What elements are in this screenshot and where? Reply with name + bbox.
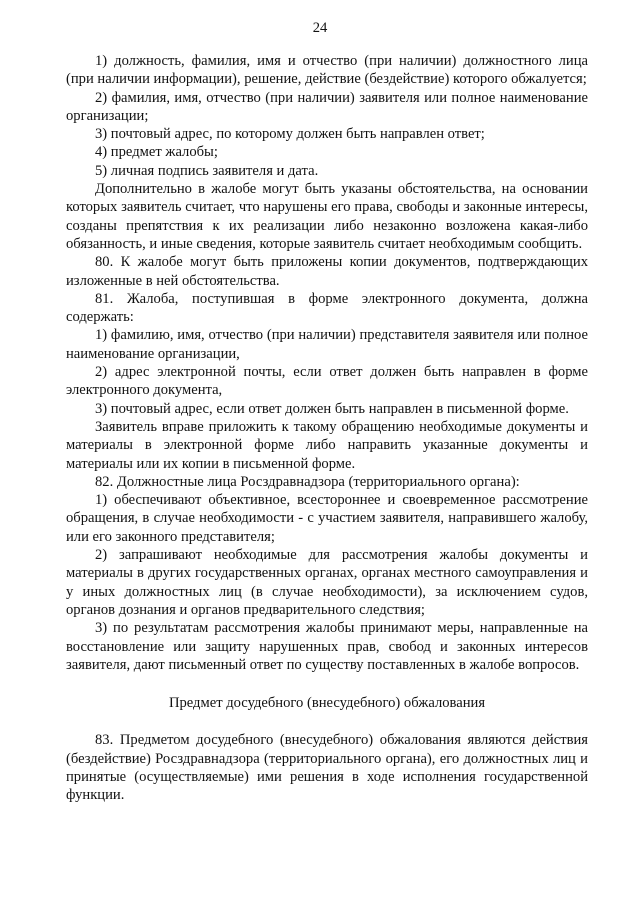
paragraph: Дополнительно в жалобе могут быть указаны обстоятельства, на основании которых заявитель считает, что нарушены его права, свободы и законные интересы, созданы препятствия к их реализации либо незаконно возложена какая-либо обязанность, и иные сведения, которые заявитель считает необходимым сообщить. <box>66 181 588 252</box>
section-heading: Предмет досудебного (внесудебного) обжалования <box>168 695 486 712</box>
page-number: 24 <box>312 20 328 36</box>
paragraph: 2) запрашивают необходимые для рассмотрения жалобы документы и материалы в других государственных органах, органах местного самоуправления и у иных должностных лиц (в случае необходимости), за исключением судов, органов дознания и органов предварительного следствия; <box>66 547 588 618</box>
paragraph: 1) обеспечивают объективное, всестороннее и своевременное рассмотрение обращения, в случае необходимости - с участием заявителя, направившего жалобу, или его законного представителя; <box>66 492 588 545</box>
paragraph: 2) фамилия, имя, отчество (при наличии) заявителя или полное наименование организации; <box>66 89 588 124</box>
paragraph: 1) фамилию, имя, отчество (при наличии) представителя заявителя или полное наименование организации, <box>66 327 588 362</box>
paragraph: 4) предмет жалобы; <box>95 144 218 161</box>
paragraph: 1) должность, фамилия, имя и отчество (при наличии) должностного лица (при наличии информации), решение, действие (бездействие) которого обжалуется; <box>66 53 588 88</box>
paragraph: 81. Жалоба, поступившая в форме электронного документа, должна содержать: <box>66 290 588 326</box>
paragraph: 2) адрес электронной почты, если ответ должен быть направлен в форме электронного документа, <box>66 364 588 399</box>
paragraph: 3) почтовый адрес, по которому должен быть направлен ответ; <box>95 126 485 143</box>
paragraph: 3) по результатам рассмотрения жалобы принимают меры, направленные на восстановление или защиту нарушенных прав, свобод и законных интересов заявителя, дают письменный ответ по существу поставленных в жалобе вопросов. <box>66 620 588 673</box>
paragraph: Заявитель вправе приложить к такому обращению необходимые документы и материалы в электронной форме либо направить указанные документы и материалы или их копии в письменной форме. <box>66 418 588 472</box>
paragraph: 3) почтовый адрес, если ответ должен быть направлен в письменной форме. <box>95 400 569 417</box>
document-body <box>66 52 588 805</box>
paragraph: 80. К жалобе могут быть приложены копии документов, подтверждающих изложенные в ней обстоятельства. <box>66 254 588 289</box>
paragraph: 83. Предметом досудебного (внесудебного) обжалования являются действия (бездействие) Росздравнадзора (территориального органа), его должностных лиц и принятые (осуществляемые) ими решения в ходе исполнения государственной функции. <box>66 732 588 804</box>
paragraph: 5) личная подпись заявителя и дата. <box>95 162 319 179</box>
paragraph: 82. Должностные лица Росздравнадзора (территориального органа): <box>95 473 520 490</box>
